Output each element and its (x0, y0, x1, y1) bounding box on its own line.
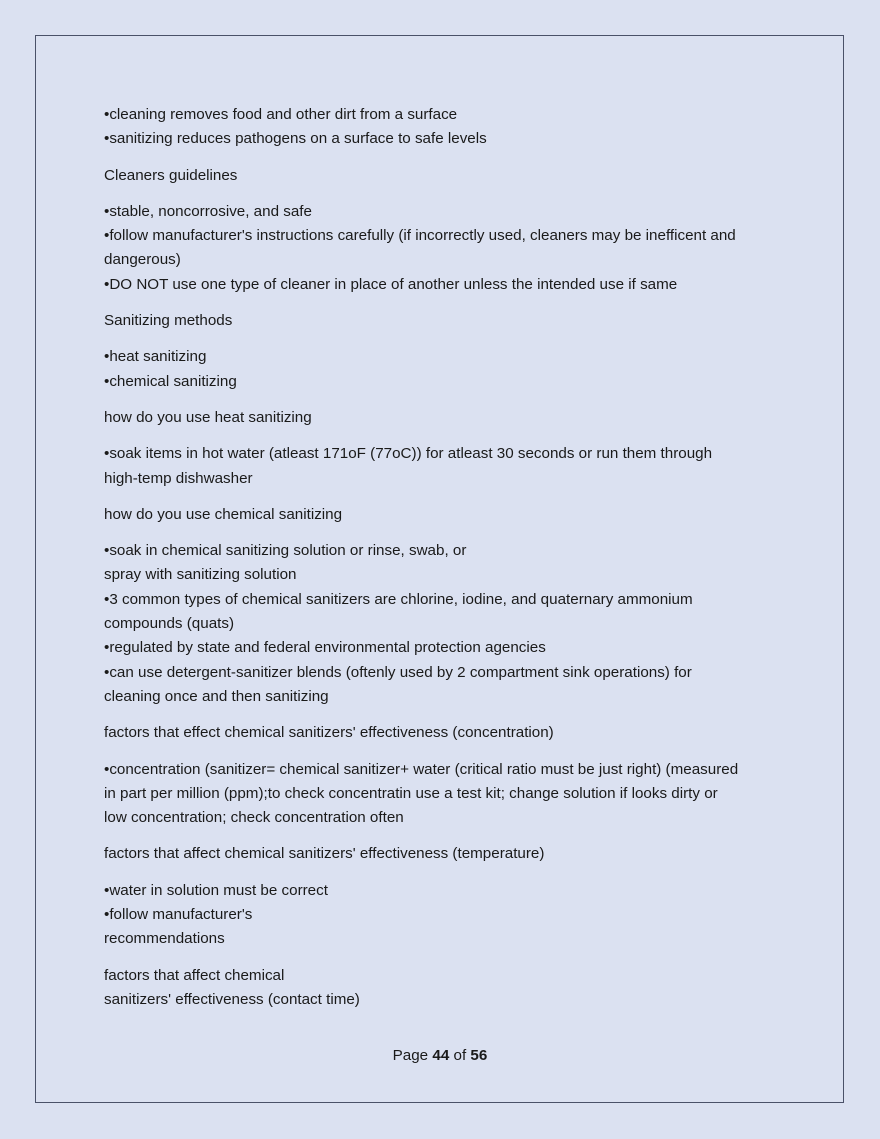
text-line: •stable, noncorrosive, and safe (104, 202, 312, 220)
text-line: •DO NOT use one type of cleaner in place of another unless the intended use if same (104, 275, 678, 293)
paragraph (104, 539, 784, 709)
text-line: low concentration; check concentration often (104, 809, 404, 827)
text-line: high-temp dishwasher (104, 469, 253, 487)
text-line: spray with sanitizing solution (104, 566, 297, 584)
paragraph (104, 879, 784, 952)
text-line: •follow manufacturer's instructions carefully (if incorrectly used, cleaners may be inefficent and (104, 227, 736, 245)
text-line: •regulated by state and federal environmental protection agencies (104, 639, 546, 657)
paragraph (104, 442, 784, 491)
paragraph (104, 103, 784, 152)
text-line: sanitizers' effectiveness (contact time) (104, 990, 360, 1008)
text-line: factors that affect chemical sanitizers' effectiveness (temperature) (104, 845, 545, 863)
paragraph (104, 842, 784, 866)
text-line: recommendations (104, 930, 225, 948)
text-line: •soak in chemical sanitizing solution or rinse, swab, or (104, 542, 467, 560)
text-line: factors that effect chemical sanitizers' effectiveness (concentration) (104, 724, 554, 742)
text-line: •can use detergent-sanitizer blends (oftenly used by 2 compartment sink operations) for (104, 663, 692, 681)
text-line: compounds (quats) (104, 615, 235, 633)
text-line: •chemical sanitizing (104, 372, 237, 390)
text-line: Cleaners guidelines (104, 166, 238, 184)
text-line: •cleaning removes food and other dirt from a surface (104, 106, 458, 123)
page-of-label: of (453, 1047, 467, 1064)
paragraph (104, 200, 784, 297)
text-line: •water in solution must be correct (104, 881, 328, 899)
paragraph (104, 345, 784, 394)
current-page-number: 44 (432, 1047, 450, 1064)
paragraph (104, 503, 784, 527)
text-line: factors that affect chemical (104, 966, 285, 984)
document-body (104, 103, 784, 1024)
text-line: in part per million (ppm);to check concentratin use a test kit; change solution if looks dirty or (104, 784, 718, 802)
text-line: •follow manufacturer's (104, 906, 253, 924)
text-line: •sanitizing reduces pathogens on a surface to safe levels (104, 130, 487, 148)
paragraph (104, 758, 784, 831)
paragraph (104, 721, 784, 745)
text-line: Sanitizing methods (104, 312, 233, 330)
page-label: Page (392, 1047, 429, 1064)
paragraph (104, 309, 784, 333)
text-line: cleaning once and then sanitizing (104, 687, 329, 705)
total-pages-number: 56 (470, 1047, 488, 1064)
paragraph (104, 406, 784, 430)
text-line: •concentration (sanitizer= chemical sanitizer+ water (critical ratio must be just right) (measured (104, 760, 739, 778)
text-line: •soak items in hot water (atleast 171oF (77oC)) for atleast 30 seconds or run them through (104, 445, 713, 463)
text-line: •heat sanitizing (104, 348, 207, 366)
paragraph (104, 964, 784, 1013)
page-footer (0, 1045, 880, 1067)
text-line: how do you use heat sanitizing (104, 408, 312, 426)
paragraph (104, 164, 784, 188)
text-line: how do you use chemical sanitizing (104, 505, 343, 523)
text-line: dangerous) (104, 251, 181, 269)
text-line: •3 common types of chemical sanitizers are chlorine, iodine, and quaternary ammonium (104, 590, 693, 608)
